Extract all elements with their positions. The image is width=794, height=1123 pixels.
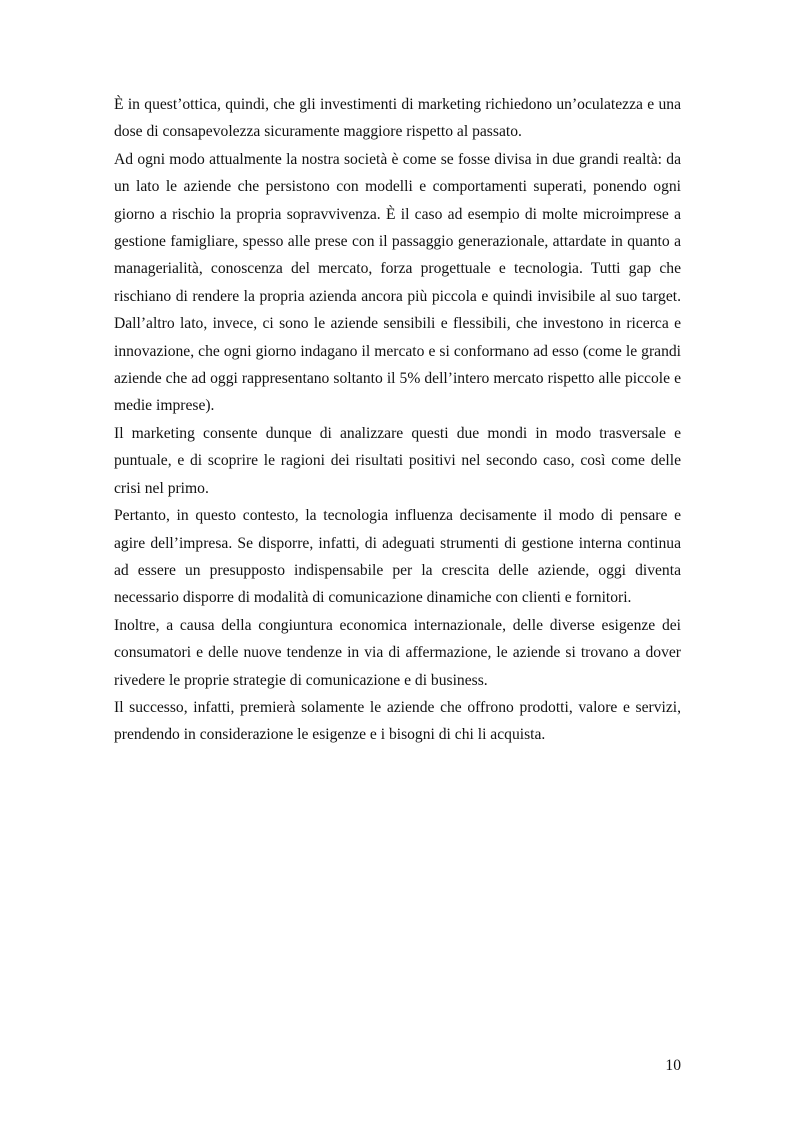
paragraph-6: Il successo, infatti, premierà solamente le aziende che offrono prodotti, valore e servizi, prendendo in considerazione le esigenze e i bisogni di chi li acquista. [114, 698, 681, 744]
paragraph-1: È in quest’ottica, quindi, che gli investimenti di marketing richiedono un’oculatezza e una dose di consapevolezza sicuramente maggiore rispetto al passato. [114, 96, 681, 141]
body-text [114, 91, 681, 749]
paragraph-2: Ad ogni modo attualmente la nostra società è come se fosse divisa in due grandi realtà: da un lato le aziende che persistono con modelli e comportamenti superati, ponendo ogni giorno a rischio la propria sopravvivenza. È il caso ad esempio di molte microimprese a gestione famigliare, spesso alle prese con il passaggio generazionale, attardate in quanto a managerialità, conoscenza del mercato, forza progettuale e tecnologia. Tutti gap che rischiano di rendere la propria azienda ancora più piccola e quindi invisibile al suo target. Dall’altro lato, invece, ci sono le aziende sensibili e flessibili, che investono in ricerca e innovazione, che ogni giorno indagano il mercato e si conformano ad esso (come le grandi aziende che ad oggi rappresentano soltanto il 5% dell’intero mercato rispetto alle piccole e medie imprese). [114, 150, 681, 415]
paragraph-3: Il marketing consente dunque di analizzare questi due mondi in modo trasversale e puntuale, e di scoprire le ragioni dei risultati positivi nel secondo caso, così come delle crisi nel primo. [114, 424, 681, 497]
paragraph-5: Inoltre, a causa della congiuntura economica internazionale, delle diverse esigenze dei consumatori e delle nuove tendenze in via di affermazione, le aziende si trovano a dover rivedere le proprie strategie di comunicazione e di business. [114, 616, 681, 689]
paragraph-4: Pertanto, in questo contesto, la tecnologia influenza decisamente il modo di pensare e agire dell’impresa. Se disporre, infatti, di adeguati strumenti di gestione interna continua ad essere un presupposto indispensabile per la crescita delle aziende, oggi diventa necessario disporre di modalità di comunicazione dinamiche con clienti e fornitori. [114, 507, 681, 607]
page-number: 10 [665, 1057, 681, 1074]
